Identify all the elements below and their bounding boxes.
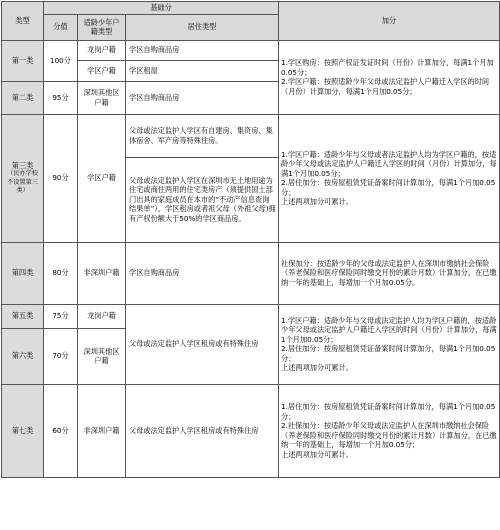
bonus-cat-1-2 [279, 40, 500, 114]
category-3-title: 第三类 [11, 160, 34, 170]
category-7-label: 第七类 [2, 384, 44, 477]
bonus-cat-5-6 [279, 304, 500, 384]
category-3-housing-a: 父母或法定监护人学区有自建房、集资房、集体宿舍、军产房等特殊住房。 [126, 114, 279, 157]
category-3-note: （民办学校不设置第三类） [7, 170, 38, 194]
bonus-line: 2.社保加分：按适龄少年父母或法定监护人在深圳市缴纳社会保险（养老保险和医疗保险同时缴交月份的累计月数）计算加分，在已缴纳一年的基础上，每增加一个月加0.05分； [281, 421, 497, 449]
category-4-housing: 学区自购商品房 [126, 242, 279, 304]
header-type: 类型 [2, 2, 44, 41]
bonus-line: 2.学区户籍：按照适龄少年父母或法定监护人户籍迁入学区的时间（月份）计算加分，每满1个月加0.05分； [281, 77, 490, 96]
category-1-housing-b: 学区租屋 [126, 60, 279, 81]
bonus-line: 1.居住加分：按房屋租赁凭证备案时间计算加分，每满1个月加0.05分； [281, 402, 496, 421]
header-bonus: 加分 [279, 2, 500, 41]
bonus-line: 1.学区购房：按照产权证发证时间（月份）计算加分，每满1个月加0.05分； [281, 58, 494, 77]
category-1-label: 第一类 [2, 40, 44, 81]
bonus-line: 2.居住加分：按房屋租赁凭证备案时间计算加分，每满1个月加0.05分； [281, 178, 496, 197]
category-4-hukou: 非深圳户籍 [78, 242, 126, 304]
category-6-score: 70分 [44, 328, 78, 384]
bonus-line: 1.学区户籍：适龄少年与父母或者法定监护人均为学区户籍的，按适龄少年父母或法定监护人户籍迁入学区的时间（月份）计算加分，每满1个月加0.05分； [281, 149, 497, 178]
category-1-hukou-a: 龙岗户籍 [78, 40, 126, 60]
category-5-label: 第五类 [2, 304, 44, 328]
category-2-hukou: 深圳其他区户籍 [78, 81, 126, 114]
admission-points-table [1, 1, 500, 478]
category-2-label: 第二类 [2, 81, 44, 114]
category-6-hukou: 深圳其他区户籍 [78, 328, 126, 384]
category-6-label: 第六类 [2, 328, 44, 384]
bonus-line: 1.学区户籍：适龄少年与父母或法定监护人均为学区户籍的，按适龄少年父母或法定监护人户籍迁入学区的时间（月份）计算加分，每满1个月加0.05分； [281, 315, 497, 344]
bonus-line: 上述两项加分可累计。 [281, 449, 353, 459]
header-hukou-type: 适龄少年户籍类型 [78, 14, 126, 40]
category-4-label: 第四类 [2, 242, 44, 304]
bonus-line: 上述两项加分可累计。 [281, 363, 353, 372]
category-7-hukou: 非深圳户籍 [78, 384, 126, 477]
bonus-cat-7 [279, 384, 500, 477]
category-5-6-housing: 父母或法定监护人学区租房或有特殊住房 [126, 304, 279, 384]
category-1-hukou-b: 学区户籍 [78, 60, 126, 81]
header-base-score-group: 基础分 [44, 2, 279, 15]
bonus-cat-4: 社保加分：按适龄少年的父母或法定监护人在深圳市缴纳社会保险（养老保险和医疗保险同时缴交月份的累计月数）计算加分，在已缴纳一年的基础上，每增加一个月加0.05分。 [279, 242, 500, 304]
category-1-housing-a: 学区自购商品房 [126, 40, 279, 60]
category-5-hukou: 龙岗户籍 [78, 304, 126, 328]
header-housing-type: 居住类型 [126, 14, 279, 40]
category-7-score: 60分 [44, 384, 78, 477]
bonus-cat-3 [279, 114, 500, 242]
category-7-housing: 父母或法定监护人学区租房或有特殊住房 [126, 384, 279, 477]
category-2-score: 95分 [44, 81, 78, 114]
category-3-label [2, 114, 44, 242]
bonus-line: 2.居住加分：按房屋租赁凭证备案时间计算加分，每满1个月加0.05分； [281, 344, 496, 363]
category-4-score: 80分 [44, 242, 78, 304]
category-2-housing: 学区自购商品房 [126, 81, 279, 114]
category-3-score: 90分 [44, 114, 78, 242]
header-score: 分值 [44, 14, 78, 40]
category-1-score: 100分 [44, 40, 78, 81]
category-3-hukou: 学区户籍 [78, 114, 126, 242]
bonus-line: 上述两项加分可累计。 [281, 197, 353, 206]
category-5-score: 75分 [44, 304, 78, 328]
category-3-housing-b: 父母或法定监护人学区在深圳市无土地用途为住宅或商住两用的住宅类房产（须提供国土部门出具的家庭成员在本市的“不动产信息查询结果单”），学区租房或者祖父母（外祖父母)拥有产权份额大于50%的学区商品房。 [126, 157, 279, 242]
